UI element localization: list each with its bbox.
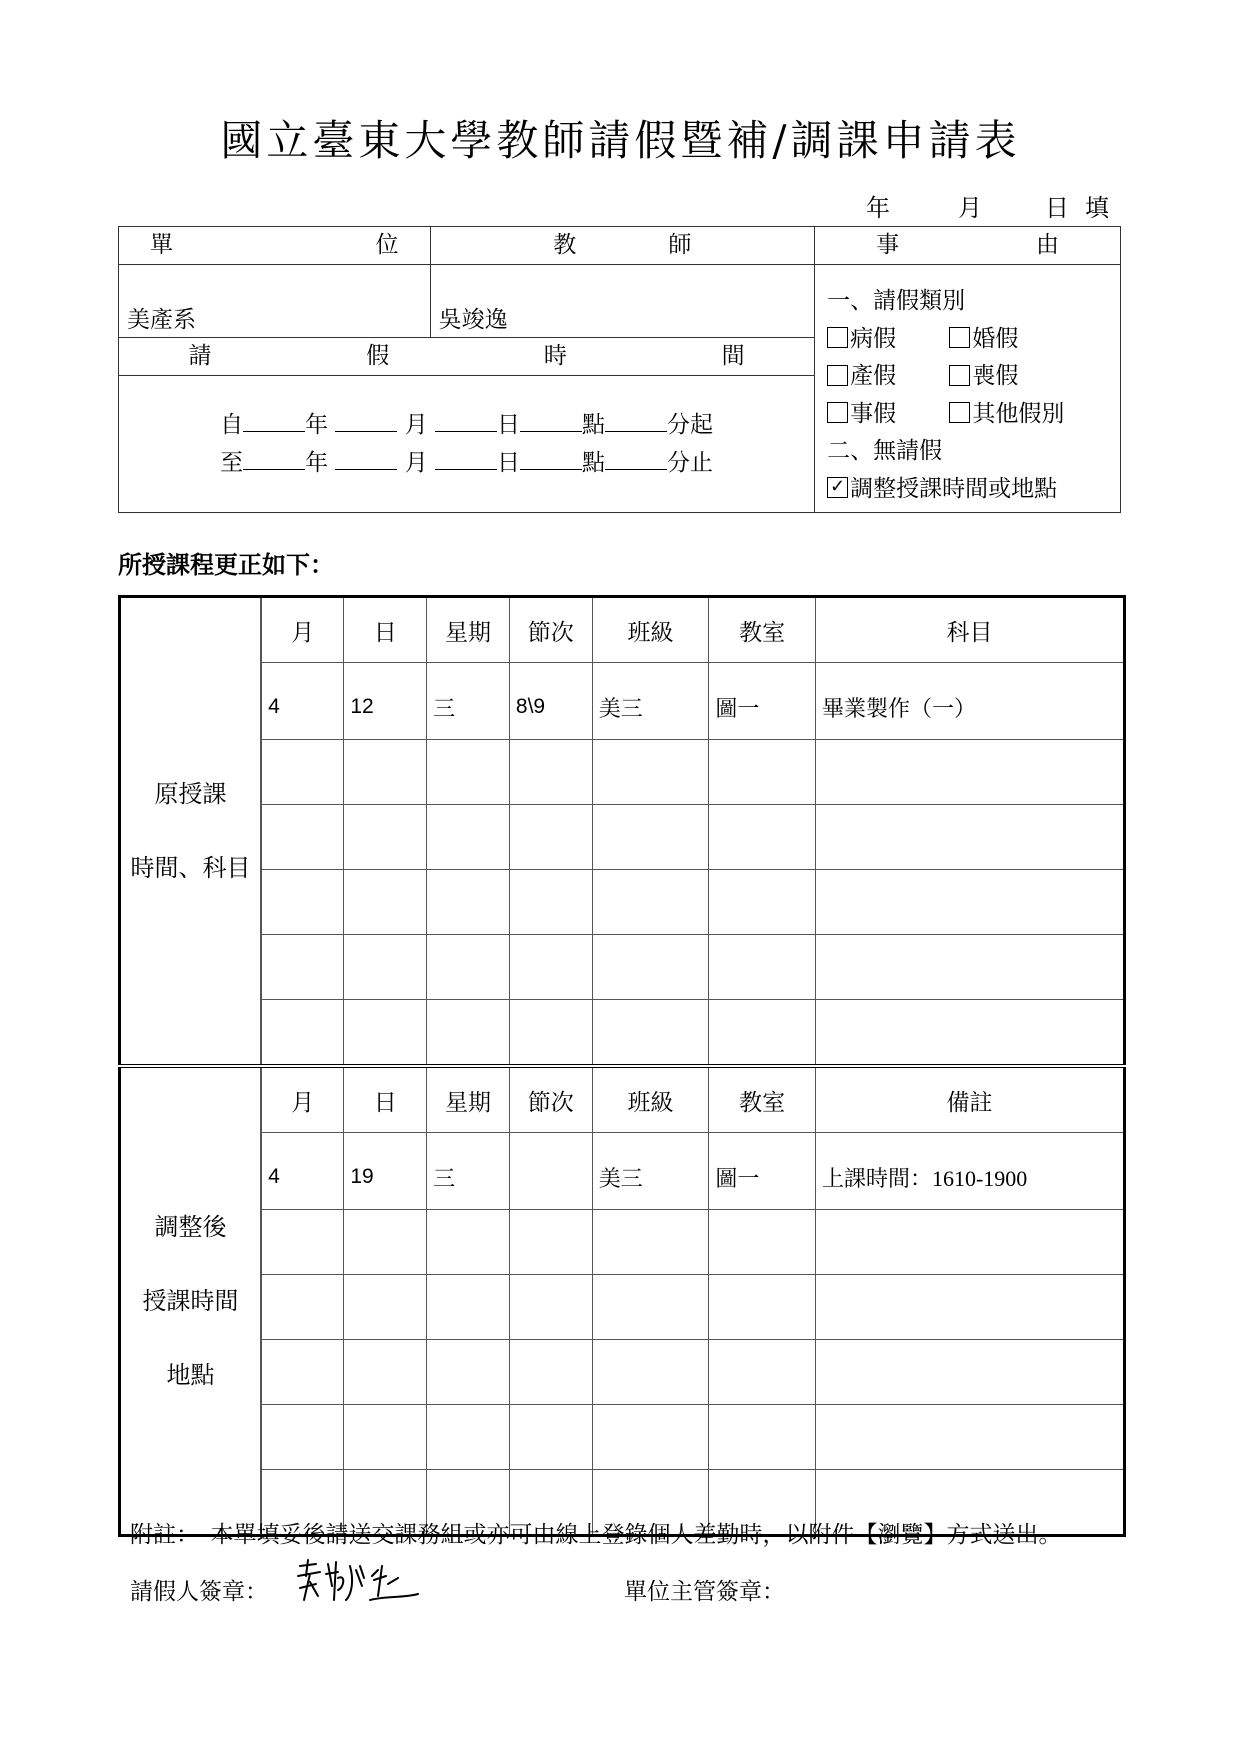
leave-category-heading: 一、請假類別 [827,288,966,314]
courses-subtitle: 所授課程更正如下： [118,550,334,579]
col-class: 班級 [592,1066,709,1133]
checkbox-icon [827,327,848,348]
checkbox-sick-leave[interactable]: 病假 [827,326,896,352]
checkbox-marriage-leave[interactable]: 婚假 [949,321,1018,359]
checkbox-bereavement-leave[interactable]: 喪假 [949,358,1018,396]
col-room: 教室 [709,597,816,663]
col-month: 月 [261,597,344,663]
col-day: 日 [344,597,427,663]
teacher-header: 教 師 [430,227,814,265]
application-info-table [118,226,1121,513]
checkbox-icon [827,402,848,423]
course-change-table [118,595,1126,1537]
footnote: 附註： 本單填妥後請送交課務組或亦可由線上登錄個人差勤時，以附件【瀏覽】方式送出。 [130,1521,1062,1547]
date-day-label: 日 [1045,194,1069,222]
checkbox-other-leave[interactable]: 其他假別 [949,396,1064,434]
table-row [120,805,1125,870]
table-row [120,935,1125,1000]
table-row: 4 12 三 8\9 美三 圖一 畢業製作（一） [120,663,1125,740]
col-weekday: 星期 [427,1066,510,1133]
page-title: 國立臺東大學教師請假暨補/調課申請表 [220,116,1021,165]
table-row [120,740,1125,805]
col-room: 教室 [709,1066,816,1133]
table-row [120,1405,1125,1470]
date-year-label: 年 [866,194,890,222]
checkbox-icon [827,365,848,386]
col-subject: 科目 [815,597,1124,663]
col-period: 節次 [509,1066,592,1133]
checkbox-maternity-leave[interactable]: 產假 [827,363,896,389]
unit-field[interactable]: 美產系 [119,265,431,338]
unit-header: 單 位 [119,227,431,265]
col-period: 節次 [509,597,592,663]
table-row [120,1210,1125,1275]
col-class: 班級 [592,597,709,663]
leave-to-row[interactable]: 至 年 月 日 點 分止 [220,450,713,476]
reason-section [815,265,1121,513]
table-row [120,1000,1125,1067]
applicant-signature-label: 請假人簽章： [130,1578,268,1604]
original-header-row [120,597,1125,663]
table-row [120,870,1125,935]
checkbox-icon [949,402,970,423]
no-leave-heading: 二、無請假 [827,438,943,464]
adjusted-header-row [120,1066,1125,1133]
checkbox-icon [949,327,970,348]
supervisor-signature-label: 單位主管簽章： [624,1578,785,1604]
leave-from-row[interactable]: 自 年 月 日 點 分起 [220,412,713,438]
date-month-label: 月 [958,194,982,222]
col-remarks: 備註 [815,1066,1124,1133]
original-side-label: 原授課 時間、科目 [120,597,262,1067]
adjusted-side-label: 調整後 授課時間 地點 [120,1066,262,1536]
teacher-field[interactable]: 吳竣逸 [430,265,814,338]
checkmark-icon: ✓ [827,477,848,498]
leave-time-fields [119,376,815,513]
table-row [120,1275,1125,1340]
table-row: 4 19 三 美三 圖一 上課時間：1610-1900 [120,1133,1125,1210]
checkbox-adjust-class[interactable]: ✓ 調整授課時間或地點 [827,476,1057,502]
table-row [120,1340,1125,1405]
col-weekday: 星期 [427,597,510,663]
col-day: 日 [344,1066,427,1133]
reason-header: 事 由 [815,227,1121,265]
col-month: 月 [261,1066,344,1133]
checkbox-personal-leave[interactable]: 事假 [827,401,896,427]
checkbox-icon [949,365,970,386]
date-fill-label: 填 [1085,194,1109,222]
handwritten-signature [294,1556,424,1610]
leave-time-header: 請 假 時 間 [119,338,815,376]
